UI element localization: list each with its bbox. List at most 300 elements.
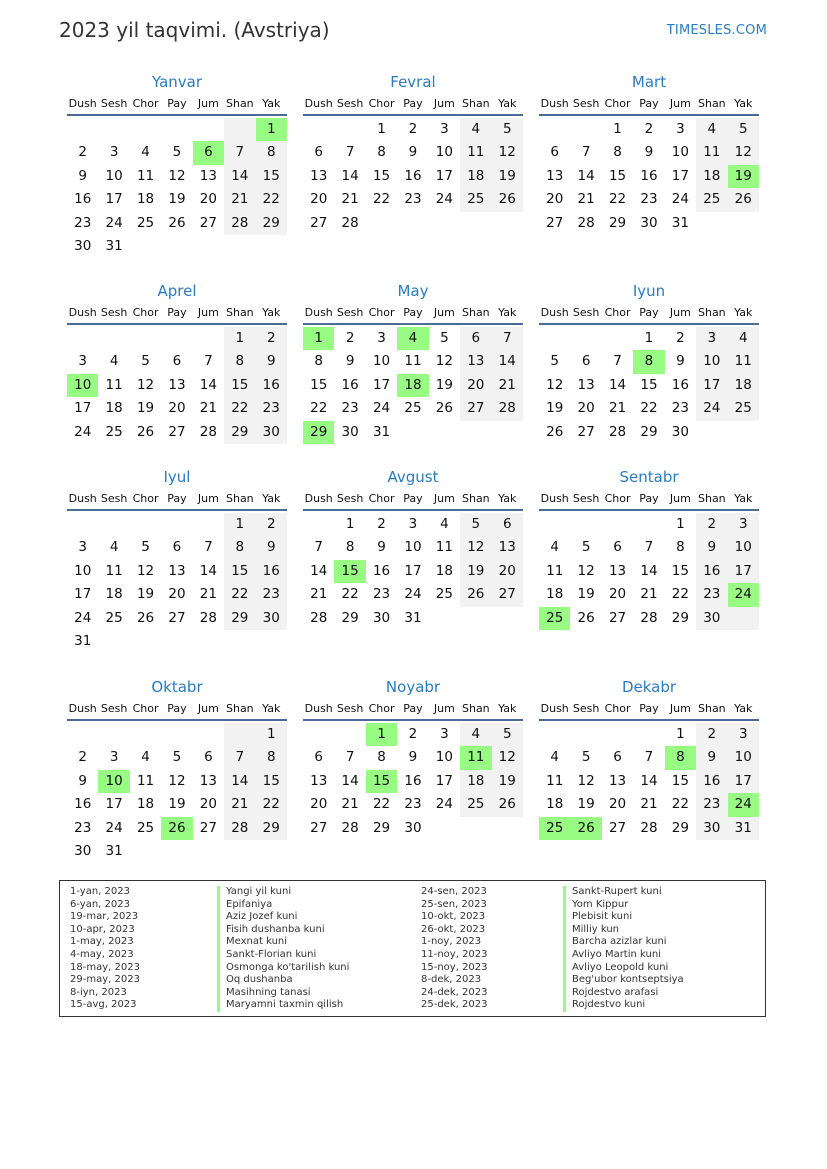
day-cell: 1	[644, 330, 654, 346]
day-cell: 27	[546, 214, 564, 231]
day-cell: 23	[696, 583, 727, 606]
day-cell: 21	[341, 191, 359, 208]
legend-date: 24-dek, 2023	[421, 986, 488, 998]
day-cell: 8	[377, 749, 386, 766]
day-cell: 27	[608, 819, 627, 836]
week-row	[67, 165, 287, 188]
weekday-label: Yak	[498, 701, 517, 715]
empty-cell	[161, 840, 192, 863]
empty-cell	[193, 723, 224, 746]
day-cell: 2	[256, 513, 287, 536]
week-row	[303, 746, 523, 769]
day-cell: 4	[550, 749, 559, 766]
week-row	[539, 607, 759, 630]
empty-cell	[161, 235, 192, 258]
weekday-label: Dush	[68, 305, 97, 319]
weekday-label: Chor	[132, 491, 159, 505]
day-cell: 11	[696, 141, 727, 164]
month-days	[303, 513, 523, 630]
empty-cell	[67, 723, 98, 746]
day-cell: 4	[141, 144, 150, 161]
day-cell: 30	[404, 819, 422, 836]
day-cell: 23	[696, 793, 727, 816]
week-row	[539, 397, 759, 420]
weekday-label: Sesh	[572, 305, 600, 319]
empty-cell	[130, 630, 161, 653]
day-cell: 24	[105, 214, 123, 231]
empty-cell	[224, 630, 255, 653]
month-sentabr	[539, 467, 759, 630]
weekday-header	[67, 301, 287, 325]
empty-cell	[570, 327, 601, 350]
month-name: Yanvar	[151, 73, 203, 91]
empty-cell	[130, 723, 161, 746]
day-cell: 3	[109, 749, 119, 766]
day-cell: 13	[608, 772, 627, 789]
day-cell: 18	[460, 165, 491, 188]
day-cell: 11	[728, 350, 759, 373]
day-cell: 19	[492, 165, 523, 188]
legend-holiday-name: Aziz Jozef kuni	[217, 911, 349, 924]
day-cell: 12	[577, 562, 595, 579]
legend-holiday-name: Avliyo Martin kuni	[563, 949, 684, 962]
day-cell: 24	[372, 400, 391, 417]
day-cell: 24	[671, 191, 689, 208]
weekday-label: Pay	[403, 701, 423, 715]
legend-holiday-name: Fisih dushanba kuni	[217, 924, 349, 937]
week-row	[67, 235, 287, 258]
weekday-label: Yak	[498, 305, 517, 319]
day-cell: 4	[109, 353, 119, 370]
day-cell: 10	[696, 350, 727, 373]
day-cell: 21	[199, 400, 217, 417]
empty-cell	[728, 212, 759, 235]
day-cell: 28	[492, 397, 523, 420]
week-row	[539, 723, 759, 746]
day-cell: 13	[577, 376, 595, 393]
day-cell: 12	[492, 141, 523, 164]
day-cell: 3	[408, 516, 418, 532]
day-cell: 18	[546, 796, 564, 813]
weekday-label: Yak	[262, 491, 281, 505]
weekday-label: Yak	[498, 491, 517, 505]
day-cell: 7	[581, 144, 591, 161]
month-aprel	[67, 281, 287, 444]
week-row	[539, 350, 759, 373]
month-name: Sentabr	[619, 468, 679, 486]
day-cell: 2	[696, 513, 727, 536]
day-cell: 5	[581, 539, 591, 556]
weekday-label: Shan	[461, 491, 490, 505]
empty-cell	[98, 723, 129, 746]
legend-names-left	[217, 886, 349, 1012]
day-cell: 18	[105, 400, 123, 417]
day-cell: 4	[440, 516, 449, 532]
day-cell: 4	[460, 723, 491, 746]
legend-date: 1-noy, 2023	[421, 936, 482, 948]
day-cell: 20	[310, 191, 328, 208]
weekday-label: Yak	[734, 491, 753, 505]
day-cell: 28	[310, 609, 328, 626]
empty-cell	[130, 513, 161, 536]
day-cell: 10	[671, 144, 689, 161]
weekday-label: Yak	[262, 305, 281, 319]
weekday-label: Pay	[403, 305, 423, 319]
month-name: Iyul	[163, 468, 191, 486]
day-cell: 27	[608, 609, 627, 626]
day-cell: 13	[546, 167, 564, 184]
weekday-header	[539, 301, 759, 325]
day-cell: 10	[74, 562, 92, 579]
day-cell: 21	[199, 586, 217, 603]
day-cell: 13	[199, 167, 217, 184]
day-cell: 19	[492, 770, 523, 793]
empty-cell	[193, 840, 224, 863]
day-cell: 7	[345, 749, 355, 766]
legend-date: 29-may, 2023	[70, 974, 140, 986]
empty-cell	[303, 513, 334, 536]
day-cell: 21	[341, 796, 359, 813]
day-cell: 26	[577, 609, 595, 626]
weekday-label: Shan	[697, 96, 726, 110]
day-cell: 24	[74, 423, 92, 440]
empty-cell	[539, 118, 570, 141]
day-cell: 21	[640, 796, 658, 813]
week-row	[303, 723, 523, 746]
weekday-label: Pay	[167, 701, 187, 715]
week-row	[303, 536, 523, 559]
day-cell: 6	[314, 749, 323, 766]
weekday-label: Chor	[132, 96, 159, 110]
day-cell: 13	[460, 350, 491, 373]
day-cell: 17	[404, 562, 422, 579]
weekday-label: Chor	[604, 491, 631, 505]
day-cell: 30	[256, 607, 287, 630]
weekday-label: Chor	[368, 491, 395, 505]
day-cell: 4	[141, 749, 150, 766]
empty-cell	[98, 118, 129, 141]
day-cell: 19	[577, 586, 595, 603]
day-cell: 1	[676, 516, 685, 532]
day-cell: 16	[696, 560, 727, 583]
day-cell: 5	[728, 118, 759, 141]
legend-date: 18-may, 2023	[70, 961, 140, 973]
day-cell: 1	[613, 121, 622, 137]
day-cell: 29	[256, 817, 287, 840]
day-cell: 22	[671, 586, 689, 603]
site-link[interactable]: TIMESLES.COM	[666, 23, 767, 38]
week-row	[67, 723, 287, 746]
day-cell: 3	[78, 353, 87, 370]
empty-cell	[98, 327, 129, 350]
day-cell: 12	[728, 141, 759, 164]
day-cell: 3	[728, 513, 759, 536]
empty-cell	[224, 235, 255, 258]
day-cell: 24	[105, 819, 123, 836]
day-cell: 7	[492, 327, 523, 350]
empty-cell	[334, 723, 365, 746]
day-cell: 22	[341, 586, 359, 603]
day-cell: 15	[671, 772, 689, 789]
week-row	[539, 746, 759, 769]
day-cell: 19	[435, 376, 453, 393]
day-cell: 15	[256, 770, 287, 793]
day-cell: 5	[492, 723, 523, 746]
day-cell: 16	[256, 560, 287, 583]
week-row	[67, 397, 287, 420]
week-row	[67, 770, 287, 793]
day-cell: 15	[256, 165, 287, 188]
day-cell: 14	[199, 562, 217, 579]
day-cell: 25	[404, 400, 422, 417]
day-cell: 9	[256, 350, 287, 373]
empty-cell	[397, 421, 428, 444]
holiday-day-cell: 6	[193, 141, 224, 164]
empty-cell	[492, 421, 523, 444]
holiday-day-cell: 10	[67, 374, 98, 397]
day-cell: 12	[168, 772, 186, 789]
weekday-label: Yak	[262, 96, 281, 110]
empty-cell	[98, 630, 129, 653]
weekday-label: Jum	[669, 701, 691, 715]
empty-cell	[193, 235, 224, 258]
legend-holiday-name: Beg'ubor kontseptsiya	[563, 974, 684, 987]
day-cell: 31	[404, 609, 422, 626]
day-cell: 29	[224, 607, 255, 630]
month-days	[303, 327, 523, 444]
empty-cell	[602, 513, 633, 536]
day-cell: 2	[408, 121, 418, 137]
day-cell: 31	[372, 423, 391, 440]
day-cell: 16	[404, 772, 422, 789]
day-cell: 22	[671, 796, 689, 813]
legend-holiday-name: Avliyo Leopold kuni	[563, 962, 684, 975]
weekday-header	[303, 92, 523, 116]
day-cell: 13	[492, 536, 523, 559]
holiday-legend	[59, 880, 766, 1017]
empty-cell	[224, 723, 255, 746]
day-cell: 17	[696, 374, 727, 397]
day-cell: 28	[224, 817, 255, 840]
weekday-header	[303, 487, 523, 511]
day-cell: 23	[640, 191, 658, 208]
week-row	[539, 141, 759, 164]
empty-cell	[161, 723, 192, 746]
day-cell: 14	[640, 772, 658, 789]
day-cell: 22	[372, 796, 391, 813]
day-cell: 25	[105, 609, 123, 626]
week-row	[303, 817, 523, 840]
empty-cell	[303, 118, 334, 141]
day-cell: 11	[435, 539, 453, 556]
day-cell: 20	[199, 796, 217, 813]
week-row	[67, 560, 287, 583]
empty-cell	[460, 817, 491, 840]
weekday-header	[303, 301, 523, 325]
legend-date: 24-sen, 2023	[421, 886, 487, 897]
weekday-label: Pay	[167, 96, 187, 110]
day-cell: 31	[728, 817, 759, 840]
weekday-label: Dush	[68, 96, 97, 110]
empty-cell	[224, 840, 255, 863]
day-cell: 17	[435, 167, 453, 184]
day-cell: 10	[435, 144, 453, 161]
day-cell: 22	[256, 188, 287, 211]
weekday-label: Pay	[639, 96, 659, 110]
week-row	[539, 374, 759, 397]
weekday-label: Shan	[225, 701, 254, 715]
day-cell: 1	[224, 513, 255, 536]
empty-cell	[602, 723, 633, 746]
day-cell: 25	[460, 793, 491, 816]
weekday-label: Pay	[639, 305, 659, 319]
day-cell: 22	[640, 400, 658, 417]
day-cell: 3	[109, 144, 119, 161]
legend-date: 15-noy, 2023	[421, 961, 488, 973]
weekday-label: Jum	[433, 701, 455, 715]
day-cell: 25	[136, 819, 155, 836]
day-cell: 26	[136, 423, 155, 440]
day-cell: 31	[671, 214, 689, 231]
weekday-label: Jum	[197, 701, 219, 715]
empty-cell	[539, 513, 570, 536]
empty-cell	[161, 513, 192, 536]
month-days	[67, 118, 287, 258]
day-cell: 27	[168, 423, 186, 440]
empty-cell	[633, 723, 664, 746]
day-cell: 25	[728, 397, 759, 420]
holiday-day-cell: 26	[570, 817, 601, 840]
day-cell: 15	[640, 376, 658, 393]
day-cell: 13	[168, 562, 186, 579]
empty-cell	[67, 118, 98, 141]
day-cell: 27	[199, 819, 217, 836]
weekday-label: Pay	[167, 305, 187, 319]
week-row	[303, 770, 523, 793]
empty-cell	[130, 840, 161, 863]
legend-holiday-name: Sankt-Florian kuni	[217, 949, 349, 962]
day-cell: 13	[608, 562, 627, 579]
holiday-day-cell: 1	[303, 327, 334, 350]
day-cell: 18	[105, 586, 123, 603]
empty-cell	[429, 607, 460, 630]
week-row	[67, 793, 287, 816]
day-cell: 6	[492, 513, 523, 536]
weekday-label: Shan	[697, 491, 726, 505]
weekday-label: Dush	[304, 701, 333, 715]
month-oktabr	[67, 677, 287, 863]
day-cell: 6	[460, 327, 491, 350]
day-cell: 5	[460, 513, 491, 536]
day-cell: 12	[168, 167, 186, 184]
weekday-label: Pay	[639, 701, 659, 715]
holiday-day-cell: 26	[161, 817, 192, 840]
day-cell: 5	[492, 118, 523, 141]
day-cell: 19	[168, 191, 186, 208]
day-cell: 21	[608, 400, 627, 417]
day-cell: 21	[224, 188, 255, 211]
day-cell: 23	[256, 583, 287, 606]
month-name: Fevral	[390, 73, 436, 91]
month-name: Oktabr	[151, 678, 203, 696]
day-cell: 9	[345, 353, 355, 370]
month-days	[539, 327, 759, 444]
weekday-header	[67, 487, 287, 511]
week-row	[539, 212, 759, 235]
day-cell: 30	[256, 421, 287, 444]
empty-cell	[539, 327, 570, 350]
legend-dates-right	[421, 886, 488, 1012]
day-cell: 16	[74, 191, 92, 208]
month-name: Aprel	[157, 282, 197, 300]
day-cell: 10	[728, 536, 759, 559]
day-cell: 17	[105, 796, 123, 813]
day-cell: 20	[546, 191, 564, 208]
weekday-label: Sesh	[336, 491, 364, 505]
week-row	[539, 770, 759, 793]
day-cell: 2	[696, 723, 727, 746]
day-cell: 3	[440, 121, 449, 137]
day-cell: 14	[199, 376, 217, 393]
day-cell: 12	[546, 376, 564, 393]
day-cell: 26	[492, 793, 523, 816]
day-cell: 16	[341, 376, 359, 393]
weekday-label: Pay	[403, 491, 423, 505]
week-row	[67, 327, 287, 350]
day-cell: 17	[372, 376, 391, 393]
week-row	[303, 397, 523, 420]
day-cell: 16	[696, 770, 727, 793]
weekday-label: Jum	[669, 491, 691, 505]
weekday-label: Dush	[540, 96, 569, 110]
day-cell: 28	[640, 819, 658, 836]
day-cell: 27	[577, 423, 595, 440]
day-cell: 6	[613, 749, 622, 766]
holiday-day-cell: 18	[397, 374, 428, 397]
day-cell: 15	[224, 374, 255, 397]
empty-cell	[696, 212, 727, 235]
day-cell: 16	[372, 562, 391, 579]
week-row	[67, 536, 287, 559]
day-cell: 18	[435, 562, 453, 579]
weekday-label: Yak	[262, 701, 281, 715]
legend-date: 15-avg, 2023	[70, 999, 137, 1011]
day-cell: 21	[577, 191, 595, 208]
day-cell: 29	[224, 421, 255, 444]
week-row	[67, 141, 287, 164]
weekday-header	[303, 697, 523, 721]
day-cell: 7	[204, 539, 213, 556]
weekday-label: Shan	[461, 305, 490, 319]
day-cell: 10	[728, 746, 759, 769]
day-cell: 12	[492, 746, 523, 769]
week-row	[67, 817, 287, 840]
day-cell: 17	[728, 770, 759, 793]
week-row	[67, 118, 287, 141]
month-iyul	[67, 467, 287, 653]
legend-holiday-name: Milliy kun	[563, 924, 684, 937]
day-cell: 11	[105, 376, 123, 393]
week-row	[539, 583, 759, 606]
legend-date: 1-may, 2023	[70, 936, 134, 948]
month-name: Dekabr	[621, 678, 677, 696]
day-cell: 28	[608, 423, 627, 440]
day-cell: 18	[696, 165, 727, 188]
month-days	[539, 723, 759, 840]
day-cell: 6	[204, 749, 213, 766]
day-cell: 3	[377, 330, 386, 346]
weekday-label: Dush	[540, 305, 569, 319]
